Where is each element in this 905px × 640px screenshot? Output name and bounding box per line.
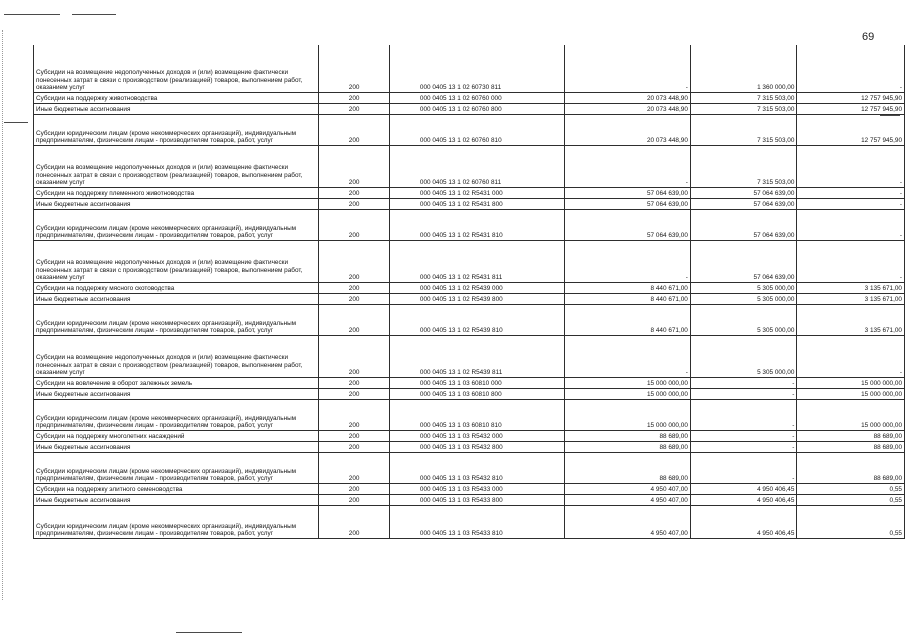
row-amount-3-cell: 12 757 945,90 xyxy=(797,114,905,145)
row-code-cell: 200 xyxy=(319,441,390,452)
row-name-cell: Иные бюджетные ассигнования xyxy=(34,293,319,304)
scan-mark xyxy=(176,632,242,633)
row-kbk-cell: 000 0405 13 1 02 60760 810 xyxy=(389,114,565,145)
row-amount-1-cell: 20 073 448,90 xyxy=(565,114,690,145)
table-row xyxy=(34,452,905,483)
row-amount-3-cell: - xyxy=(797,240,905,282)
row-name-cell: Субсидии на поддержку многолетних насаждений xyxy=(34,430,319,441)
row-amount-3-cell: 12 757 945,90 xyxy=(797,92,905,103)
row-amount-2-cell: 7 315 503,00 xyxy=(690,92,797,103)
row-name-cell: Субсидии на возмещение недополученных доходов и (или) возмещение фактически понесенных затрат в связи с производством (реализацией) товаров, выполнением работ, оказанием услуг xyxy=(34,335,319,377)
row-amount-1-cell: 57 064 639,00 xyxy=(565,198,690,209)
row-amount-2-cell: 57 064 639,00 xyxy=(690,209,797,240)
row-code-cell: 200 xyxy=(319,92,390,103)
row-code-cell: 200 xyxy=(319,505,390,538)
row-name-cell: Субсидии на поддержку мясного скотоводства xyxy=(34,282,319,293)
row-code-cell: 200 xyxy=(319,494,390,505)
row-amount-1-cell: 57 064 639,00 xyxy=(565,187,690,198)
row-code-cell: 200 xyxy=(319,483,390,494)
row-amount-2-cell: 4 950 406,45 xyxy=(690,483,797,494)
row-name-cell: Субсидии на поддержку племенного животноводства xyxy=(34,187,319,198)
row-kbk-cell: 000 0405 13 1 02 R5439 810 xyxy=(389,304,565,335)
row-kbk-cell: 000 0405 13 1 03 60810 810 xyxy=(389,399,565,430)
row-amount-3-cell: 15 000 000,00 xyxy=(797,399,905,430)
row-amount-1-cell: - xyxy=(565,335,690,377)
row-amount-1-cell: - xyxy=(565,45,690,92)
row-amount-1-cell: 8 440 671,00 xyxy=(565,282,690,293)
page-number: 69 xyxy=(862,31,875,43)
scan-edge xyxy=(2,30,4,600)
row-amount-2-cell: 4 950 406,45 xyxy=(690,494,797,505)
row-amount-3-cell: - xyxy=(797,187,905,198)
row-amount-2-cell: 4 950 406,45 xyxy=(690,505,797,538)
row-amount-3-cell: - xyxy=(797,145,905,187)
row-amount-2-cell: 1 360 000,00 xyxy=(690,45,797,92)
row-kbk-cell: 000 0405 13 1 03 R5433 810 xyxy=(389,505,565,538)
table-row xyxy=(34,377,905,388)
row-amount-2-cell: 57 064 639,00 xyxy=(690,187,797,198)
row-amount-1-cell: - xyxy=(565,145,690,187)
row-amount-2-cell: - xyxy=(690,441,797,452)
table-row xyxy=(34,145,905,187)
row-amount-1-cell: - xyxy=(565,240,690,282)
row-amount-2-cell: - xyxy=(690,452,797,483)
row-amount-2-cell: - xyxy=(690,399,797,430)
table-row xyxy=(34,505,905,538)
row-name-cell: Иные бюджетные ассигнования xyxy=(34,198,319,209)
row-kbk-cell: 000 0405 13 1 03 60810 800 xyxy=(389,388,565,399)
table-row xyxy=(34,399,905,430)
row-code-cell: 200 xyxy=(319,399,390,430)
table-row xyxy=(34,209,905,240)
row-kbk-cell: 000 0405 13 1 02 60730 811 xyxy=(389,45,565,92)
row-amount-2-cell: 7 315 503,00 xyxy=(690,114,797,145)
table-row xyxy=(34,430,905,441)
row-amount-1-cell: 4 950 407,00 xyxy=(565,494,690,505)
row-name-cell: Субсидии на вовлечение в оборот залежных земель xyxy=(34,377,319,388)
table-row xyxy=(34,198,905,209)
row-kbk-cell: 000 0405 13 1 02 60760 800 xyxy=(389,103,565,114)
row-name-cell: Субсидии юридическим лицам (кроме некоммерческих организаций), индивидуальным предпринимателям, физическим лицам - производителям товаров, работ, услуг xyxy=(34,452,319,483)
row-amount-1-cell: 4 950 407,00 xyxy=(565,483,690,494)
row-kbk-cell: 000 0405 13 1 03 R5432 800 xyxy=(389,441,565,452)
table-body xyxy=(34,45,905,538)
row-amount-3-cell: 12 757 945,90 xyxy=(797,103,905,114)
row-kbk-cell: 000 0405 13 1 02 R5439 800 xyxy=(389,293,565,304)
row-name-cell: Субсидии на поддержку элитного семеноводства xyxy=(34,483,319,494)
row-amount-3-cell: 88 689,00 xyxy=(797,441,905,452)
row-code-cell: 200 xyxy=(319,209,390,240)
row-name-cell: Субсидии юридическим лицам (кроме некоммерческих организаций), индивидуальным предпринимателям, физическим лицам - производителям товаров, работ, услуг xyxy=(34,209,319,240)
row-kbk-cell: 000 0405 13 1 03 R5432 000 xyxy=(389,430,565,441)
row-name-cell: Субсидии юридическим лицам (кроме некоммерческих организаций), индивидуальным предпринимателям, физическим лицам - производителям товаров, работ, услуг xyxy=(34,304,319,335)
row-code-cell: 200 xyxy=(319,45,390,92)
row-name-cell: Субсидии на возмещение недополученных доходов и (или) возмещение фактически понесенных затрат в связи с производством (реализацией) товаров, выполнением работ, оказанием услуг xyxy=(34,145,319,187)
row-kbk-cell: 000 0405 13 1 02 60760 811 xyxy=(389,145,565,187)
row-amount-2-cell: - xyxy=(690,388,797,399)
row-amount-1-cell: 4 950 407,00 xyxy=(565,505,690,538)
row-amount-3-cell: 0,55 xyxy=(797,505,905,538)
row-code-cell: 200 xyxy=(319,293,390,304)
row-amount-2-cell: 57 064 639,00 xyxy=(690,198,797,209)
row-name-cell: Иные бюджетные ассигнования xyxy=(34,441,319,452)
row-amount-2-cell: 57 064 639,00 xyxy=(690,240,797,282)
table-row xyxy=(34,240,905,282)
row-kbk-cell: 000 0405 13 1 02 R5439 000 xyxy=(389,282,565,293)
row-amount-3-cell: 3 135 671,00 xyxy=(797,304,905,335)
row-code-cell: 200 xyxy=(319,282,390,293)
table-row xyxy=(34,494,905,505)
table-row xyxy=(34,441,905,452)
table-row xyxy=(34,45,905,92)
table-row xyxy=(34,293,905,304)
row-kbk-cell: 000 0405 13 1 02 R5431 810 xyxy=(389,209,565,240)
table-row xyxy=(34,92,905,103)
row-amount-1-cell: 20 073 448,90 xyxy=(565,92,690,103)
row-amount-2-cell: 5 305 000,00 xyxy=(690,282,797,293)
row-amount-2-cell: 5 305 000,00 xyxy=(690,293,797,304)
row-amount-2-cell: 7 315 503,00 xyxy=(690,145,797,187)
row-amount-1-cell: 15 000 000,00 xyxy=(565,377,690,388)
table-row xyxy=(34,483,905,494)
row-kbk-cell: 000 0405 13 1 02 R5439 811 xyxy=(389,335,565,377)
row-amount-3-cell: - xyxy=(797,209,905,240)
row-code-cell: 200 xyxy=(319,452,390,483)
row-amount-1-cell: 57 064 639,00 xyxy=(565,209,690,240)
row-amount-2-cell: - xyxy=(690,377,797,388)
row-amount-3-cell: 15 000 000,00 xyxy=(797,377,905,388)
table-row xyxy=(34,335,905,377)
row-code-cell: 200 xyxy=(319,114,390,145)
row-amount-3-cell: 88 689,00 xyxy=(797,452,905,483)
row-name-cell: Субсидии на возмещение недополученных доходов и (или) возмещение фактически понесенных затрат в связи с производством (реализацией) товаров, выполнением работ, оказанием услуг xyxy=(34,45,319,92)
row-amount-3-cell: 0,55 xyxy=(797,494,905,505)
row-amount-2-cell: 7 315 503,00 xyxy=(690,103,797,114)
table-row xyxy=(34,114,905,145)
scan-mark xyxy=(4,14,60,15)
row-amount-3-cell: - xyxy=(797,198,905,209)
row-code-cell: 200 xyxy=(319,335,390,377)
row-name-cell: Субсидии юридическим лицам (кроме некоммерческих организаций), индивидуальным предпринимателям, физическим лицам - производителям товаров, работ, услуг xyxy=(34,505,319,538)
row-name-cell: Субсидии юридическим лицам (кроме некоммерческих организаций), индивидуальным предпринимателям, физическим лицам - производителям товаров, работ, услуг xyxy=(34,114,319,145)
row-kbk-cell: 000 0405 13 1 02 R5431 811 xyxy=(389,240,565,282)
row-kbk-cell: 000 0405 13 1 02 R5431 800 xyxy=(389,198,565,209)
row-kbk-cell: 000 0405 13 1 03 R5433 000 xyxy=(389,483,565,494)
row-code-cell: 200 xyxy=(319,240,390,282)
table-row xyxy=(34,304,905,335)
row-code-cell: 200 xyxy=(319,103,390,114)
scan-mark xyxy=(72,14,116,15)
row-amount-3-cell: - xyxy=(797,335,905,377)
row-name-cell: Иные бюджетные ассигнования xyxy=(34,494,319,505)
row-amount-2-cell: 5 305 000,00 xyxy=(690,335,797,377)
row-amount-1-cell: 88 689,00 xyxy=(565,441,690,452)
row-amount-1-cell: 15 000 000,00 xyxy=(565,399,690,430)
row-amount-1-cell: 8 440 671,00 xyxy=(565,304,690,335)
row-amount-1-cell: 88 689,00 xyxy=(565,430,690,441)
row-amount-3-cell: 88 689,00 xyxy=(797,430,905,441)
row-name-cell: Иные бюджетные ассигнования xyxy=(34,103,319,114)
table-row xyxy=(34,187,905,198)
row-name-cell: Иные бюджетные ассигнования xyxy=(34,388,319,399)
row-code-cell: 200 xyxy=(319,430,390,441)
row-name-cell: Субсидии на поддержку животноводства xyxy=(34,92,319,103)
budget-table xyxy=(33,45,905,539)
row-amount-1-cell: 8 440 671,00 xyxy=(565,293,690,304)
table-row xyxy=(34,103,905,114)
table-row xyxy=(34,282,905,293)
row-code-cell: 200 xyxy=(319,198,390,209)
row-amount-2-cell: 5 305 000,00 xyxy=(690,304,797,335)
row-kbk-cell: 000 0405 13 1 03 60810 000 xyxy=(389,377,565,388)
row-amount-1-cell: 88 689,00 xyxy=(565,452,690,483)
row-amount-3-cell: 3 135 671,00 xyxy=(797,282,905,293)
row-amount-3-cell: 0,55 xyxy=(797,483,905,494)
row-kbk-cell: 000 0405 13 1 03 R5432 810 xyxy=(389,452,565,483)
row-code-cell: 200 xyxy=(319,187,390,198)
row-amount-3-cell: - xyxy=(797,45,905,92)
row-code-cell: 200 xyxy=(319,388,390,399)
row-amount-2-cell: - xyxy=(690,430,797,441)
row-amount-3-cell: 15 000 000,00 xyxy=(797,388,905,399)
row-code-cell: 200 xyxy=(319,304,390,335)
scan-mark xyxy=(4,122,28,123)
row-name-cell: Субсидии на возмещение недополученных доходов и (или) возмещение фактически понесенных затрат в связи с производством (реализацией) товаров, выполнением работ, оказанием услуг xyxy=(34,240,319,282)
row-amount-3-cell: 3 135 671,00 xyxy=(797,293,905,304)
row-kbk-cell: 000 0405 13 1 02 60760 000 xyxy=(389,92,565,103)
row-name-cell: Субсидии юридическим лицам (кроме некоммерческих организаций), индивидуальным предпринимателям, физическим лицам - производителям товаров, работ, услуг xyxy=(34,399,319,430)
row-amount-1-cell: 15 000 000,00 xyxy=(565,388,690,399)
row-kbk-cell: 000 0405 13 1 03 R5433 800 xyxy=(389,494,565,505)
row-amount-1-cell: 20 073 448,90 xyxy=(565,103,690,114)
row-code-cell: 200 xyxy=(319,145,390,187)
row-code-cell: 200 xyxy=(319,377,390,388)
table-row xyxy=(34,388,905,399)
row-kbk-cell: 000 0405 13 1 02 R5431 000 xyxy=(389,187,565,198)
